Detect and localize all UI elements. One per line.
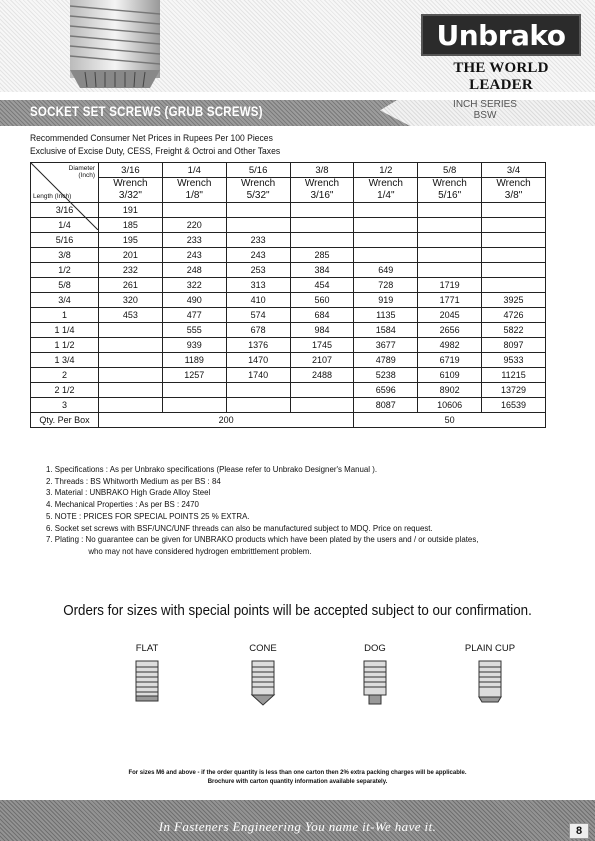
price-cell: 2488 <box>290 368 354 383</box>
price-cell <box>99 323 163 338</box>
price-cell: 195 <box>99 233 163 248</box>
price-cell: 684 <box>290 308 354 323</box>
wrench-size: 1/4" <box>377 190 395 201</box>
price-cell: 919 <box>354 293 418 308</box>
price-cell: 4789 <box>354 353 418 368</box>
price-table-body <box>31 203 546 413</box>
wrench-label: Wrench <box>113 178 148 189</box>
brand-logo <box>421 14 581 56</box>
note-item: 3. Material : UNBRAKO High Grade Alloy Steel <box>46 487 211 498</box>
price-table <box>30 162 546 428</box>
price-cell: 16539 <box>482 398 546 413</box>
price-cell: 555 <box>162 323 226 338</box>
length-cell: 5/8 <box>31 278 99 293</box>
price-cell: 233 <box>226 233 290 248</box>
col-diameter: 5/16 <box>226 163 290 178</box>
price-cell: 560 <box>290 293 354 308</box>
price-cell: 8097 <box>482 338 546 353</box>
price-cell: 10606 <box>418 398 482 413</box>
packing-footnote <box>0 769 595 787</box>
point-label: FLAT <box>135 643 159 654</box>
col-wrench <box>290 178 354 203</box>
footer-slogan: In Fasteners Engineering You name it-We have it. <box>158 819 437 834</box>
wrench-size: 3/32" <box>118 190 142 201</box>
price-cell <box>162 203 226 218</box>
plain-cup-point-icon <box>477 660 503 704</box>
table-row <box>31 248 546 263</box>
col-diameter: 5/8 <box>418 163 482 178</box>
price-cell: 232 <box>99 263 163 278</box>
price-cell <box>418 263 482 278</box>
col-diameter: 3/4 <box>482 163 546 178</box>
price-cell: 2045 <box>418 308 482 323</box>
intro-line-1: Recommended Consumer Net Prices in Rupees Per 100 Pieces <box>30 133 273 144</box>
footnote-line-2: Brochure with carton quantity information available separately. <box>207 779 388 785</box>
length-cell: 1/2 <box>31 263 99 278</box>
page-title: SOCKET SET SCREWS (GRUB SCREWS) <box>30 103 263 119</box>
price-cell <box>354 218 418 233</box>
table-row <box>31 263 546 278</box>
flat-point-icon <box>134 660 160 702</box>
price-cell <box>290 383 354 398</box>
qty-row <box>31 413 546 428</box>
price-cell: 248 <box>162 263 226 278</box>
price-cell: 453 <box>99 308 163 323</box>
length-cell: 2 1/2 <box>31 383 99 398</box>
table-corner-cell <box>31 163 99 203</box>
price-cell: 678 <box>226 323 290 338</box>
note-item: 6. Socket set screws with BSF/UNC/UNF threads can also be manufactured subject to MDQ. Price on request. <box>46 522 433 533</box>
col-diameter: 3/8 <box>290 163 354 178</box>
price-cell <box>162 398 226 413</box>
price-cell: 4982 <box>418 338 482 353</box>
price-cell: 191 <box>99 203 163 218</box>
price-cell <box>482 218 546 233</box>
table-row <box>31 233 546 248</box>
length-cell: 2 <box>31 368 99 383</box>
price-cell: 454 <box>290 278 354 293</box>
price-cell <box>482 233 546 248</box>
price-cell: 490 <box>162 293 226 308</box>
price-cell <box>226 383 290 398</box>
price-cell: 477 <box>162 308 226 323</box>
length-cell: 1 1/2 <box>31 338 99 353</box>
table-row <box>31 293 546 308</box>
price-cell <box>418 233 482 248</box>
price-cell: 5822 <box>482 323 546 338</box>
price-cell: 13729 <box>482 383 546 398</box>
price-cell: 322 <box>162 278 226 293</box>
qty-small-sizes: 200 <box>99 413 354 428</box>
price-cell: 1189 <box>162 353 226 368</box>
table-row <box>31 203 546 218</box>
price-cell <box>482 278 546 293</box>
price-cell: 6109 <box>418 368 482 383</box>
price-cell <box>290 218 354 233</box>
length-cell: 3/16 <box>31 203 99 218</box>
wrench-label: Wrench <box>304 178 340 189</box>
wrench-label: Wrench <box>432 178 467 189</box>
corner-diameter-label <box>69 165 95 179</box>
price-cell: 410 <box>226 293 290 308</box>
note-item: 1. Specifications : As per Unbrako specifications (Please refer to Unbrako Designer's Manual ). <box>46 464 378 474</box>
table-row <box>31 368 546 383</box>
price-cell: 8902 <box>418 383 482 398</box>
point-cone <box>233 643 293 706</box>
price-cell: 984 <box>290 323 354 338</box>
price-cell <box>482 248 546 263</box>
table-row <box>31 353 546 368</box>
price-cell: 728 <box>354 278 418 293</box>
wrench-label: Wrench <box>177 178 212 189</box>
price-cell <box>482 263 546 278</box>
price-cell: 220 <box>162 218 226 233</box>
qty-large-sizes: 50 <box>354 413 546 428</box>
price-cell: 1771 <box>418 293 482 308</box>
price-cell: 3677 <box>354 338 418 353</box>
col-wrench <box>418 178 482 203</box>
point-dog <box>345 643 405 706</box>
point-label: CONE <box>249 643 277 654</box>
price-cell <box>99 353 163 368</box>
price-cell: 11215 <box>482 368 546 383</box>
notes-list <box>46 464 478 558</box>
table-row <box>31 398 546 413</box>
series-name: INCH SERIES <box>453 99 517 110</box>
point-flat <box>117 643 177 702</box>
price-cell: 253 <box>226 263 290 278</box>
table-row <box>31 218 546 233</box>
table-row <box>31 308 546 323</box>
note-7-continuation: who may not have considered hydrogen embrittlement problem. <box>88 545 312 556</box>
price-cell <box>418 218 482 233</box>
point-label: DOG <box>364 643 386 654</box>
price-table-head <box>31 163 546 203</box>
col-wrench <box>482 178 546 203</box>
price-cell: 1470 <box>226 353 290 368</box>
length-cell: 1 1/4 <box>31 323 99 338</box>
price-cell <box>290 203 354 218</box>
length-cell: 1 <box>31 308 99 323</box>
price-cell <box>418 203 482 218</box>
length-cell: 3/4 <box>31 293 99 308</box>
header-row <box>31 163 546 178</box>
price-cell: 939 <box>162 338 226 353</box>
wrench-size: 1/8" <box>185 190 203 201</box>
price-cell: 1135 <box>354 308 418 323</box>
price-cell <box>354 248 418 263</box>
price-cell <box>354 233 418 248</box>
price-cell <box>99 338 163 353</box>
col-wrench <box>354 178 418 203</box>
col-wrench <box>162 178 226 203</box>
orders-notice: Orders for sizes with special points will be accepted subject to our confirmation. <box>63 603 532 619</box>
col-diameter: 1/4 <box>162 163 226 178</box>
wrench-size: 5/32" <box>246 190 270 201</box>
cone-point-icon <box>250 660 276 706</box>
price-cell: 649 <box>354 263 418 278</box>
price-cell: 1257 <box>162 368 226 383</box>
length-cell: 5/16 <box>31 233 99 248</box>
point-plain-cup <box>460 643 520 704</box>
price-cell: 4726 <box>482 308 546 323</box>
wrench-size: 3/8" <box>504 190 523 201</box>
corner-length-label: Length (Inch) <box>33 193 72 200</box>
table-row <box>31 338 546 353</box>
price-cell: 2107 <box>290 353 354 368</box>
table-row <box>31 323 546 338</box>
price-cell: 3925 <box>482 293 546 308</box>
price-cell: 1376 <box>226 338 290 353</box>
wrench-size: 3/16" <box>310 190 334 201</box>
wrench-label: Wrench <box>240 178 276 189</box>
note-item <box>46 534 478 557</box>
wrench-label: Wrench <box>496 178 531 189</box>
price-cell <box>290 398 354 413</box>
dog-point-icon <box>362 660 388 706</box>
price-cell <box>226 203 290 218</box>
price-cell: 1745 <box>290 338 354 353</box>
length-cell: 3 <box>31 398 99 413</box>
price-cell: 243 <box>226 248 290 263</box>
price-cell <box>290 233 354 248</box>
series-thread: BSW <box>473 110 497 121</box>
length-cell: 3/8 <box>31 248 99 263</box>
price-cell: 1740 <box>226 368 290 383</box>
price-cell <box>418 248 482 263</box>
price-cell: 9533 <box>482 353 546 368</box>
price-cell: 320 <box>99 293 163 308</box>
screw-illustration <box>55 0 175 90</box>
price-cell <box>162 383 226 398</box>
table-row <box>31 278 546 293</box>
price-cell: 285 <box>290 248 354 263</box>
price-cell: 313 <box>226 278 290 293</box>
brand-tagline: THE WORLD LEADER <box>453 60 549 93</box>
price-cell <box>226 218 290 233</box>
price-cell: 233 <box>162 233 226 248</box>
footnote-line-1: For sizes M6 and above - if the order quantity is less than one carton then 2% extra packing charges will be applicable. <box>128 770 467 776</box>
corner-diameter-text: Diameter <box>68 165 95 172</box>
price-cell: 2656 <box>418 323 482 338</box>
price-cell: 243 <box>162 248 226 263</box>
price-cell: 185 <box>99 218 163 233</box>
table-row <box>31 383 546 398</box>
col-wrench <box>226 178 290 203</box>
wrench-row <box>31 178 546 203</box>
intro-line-2: Exclusive of Excise Duty, CESS, Freight & Octroi and Other Taxes <box>30 146 281 157</box>
col-diameter: 1/2 <box>354 163 418 178</box>
note-7-text: 7. Plating : No guarantee can be given for UNBRAKO products which have been plated by the users and / or outside plates, <box>46 534 479 545</box>
price-cell: 201 <box>99 248 163 263</box>
price-cell <box>99 368 163 383</box>
page-number: 8 <box>569 823 589 839</box>
price-cell: 1719 <box>418 278 482 293</box>
price-cell: 6596 <box>354 383 418 398</box>
note-item: 5. NOTE : PRICES FOR SPECIAL POINTS 25 % EXTRA. <box>46 510 250 521</box>
note-item: 4. Mechanical Properties : As per BS : 2470 <box>46 499 199 510</box>
price-cell: 261 <box>99 278 163 293</box>
price-cell <box>226 398 290 413</box>
col-diameter: 3/16 <box>99 163 163 178</box>
note-item: 2. Threads : BS Whitworth Medium as per BS : 84 <box>46 475 221 486</box>
wrench-label: Wrench <box>368 178 403 189</box>
series-label <box>440 99 530 121</box>
price-cell: 5238 <box>354 368 418 383</box>
price-cell <box>354 203 418 218</box>
price-table-foot <box>31 413 546 428</box>
price-cell: 574 <box>226 308 290 323</box>
qty-label: Qty. Per Box <box>31 413 99 428</box>
length-cell: 1 3/4 <box>31 353 99 368</box>
intro-text <box>30 132 280 158</box>
col-wrench <box>99 178 163 203</box>
price-cell <box>99 383 163 398</box>
wrench-size: 5/16" <box>438 190 462 201</box>
price-cell: 384 <box>290 263 354 278</box>
price-cell <box>482 203 546 218</box>
price-cell: 8087 <box>354 398 418 413</box>
price-cell <box>99 398 163 413</box>
price-cell: 1584 <box>354 323 418 338</box>
length-cell: 1/4 <box>31 218 99 233</box>
corner-unit-text: (Inch) <box>78 172 95 179</box>
point-label: PLAIN CUP <box>464 643 516 654</box>
brand-name: Unbrako <box>436 18 566 52</box>
price-cell: 6719 <box>418 353 482 368</box>
